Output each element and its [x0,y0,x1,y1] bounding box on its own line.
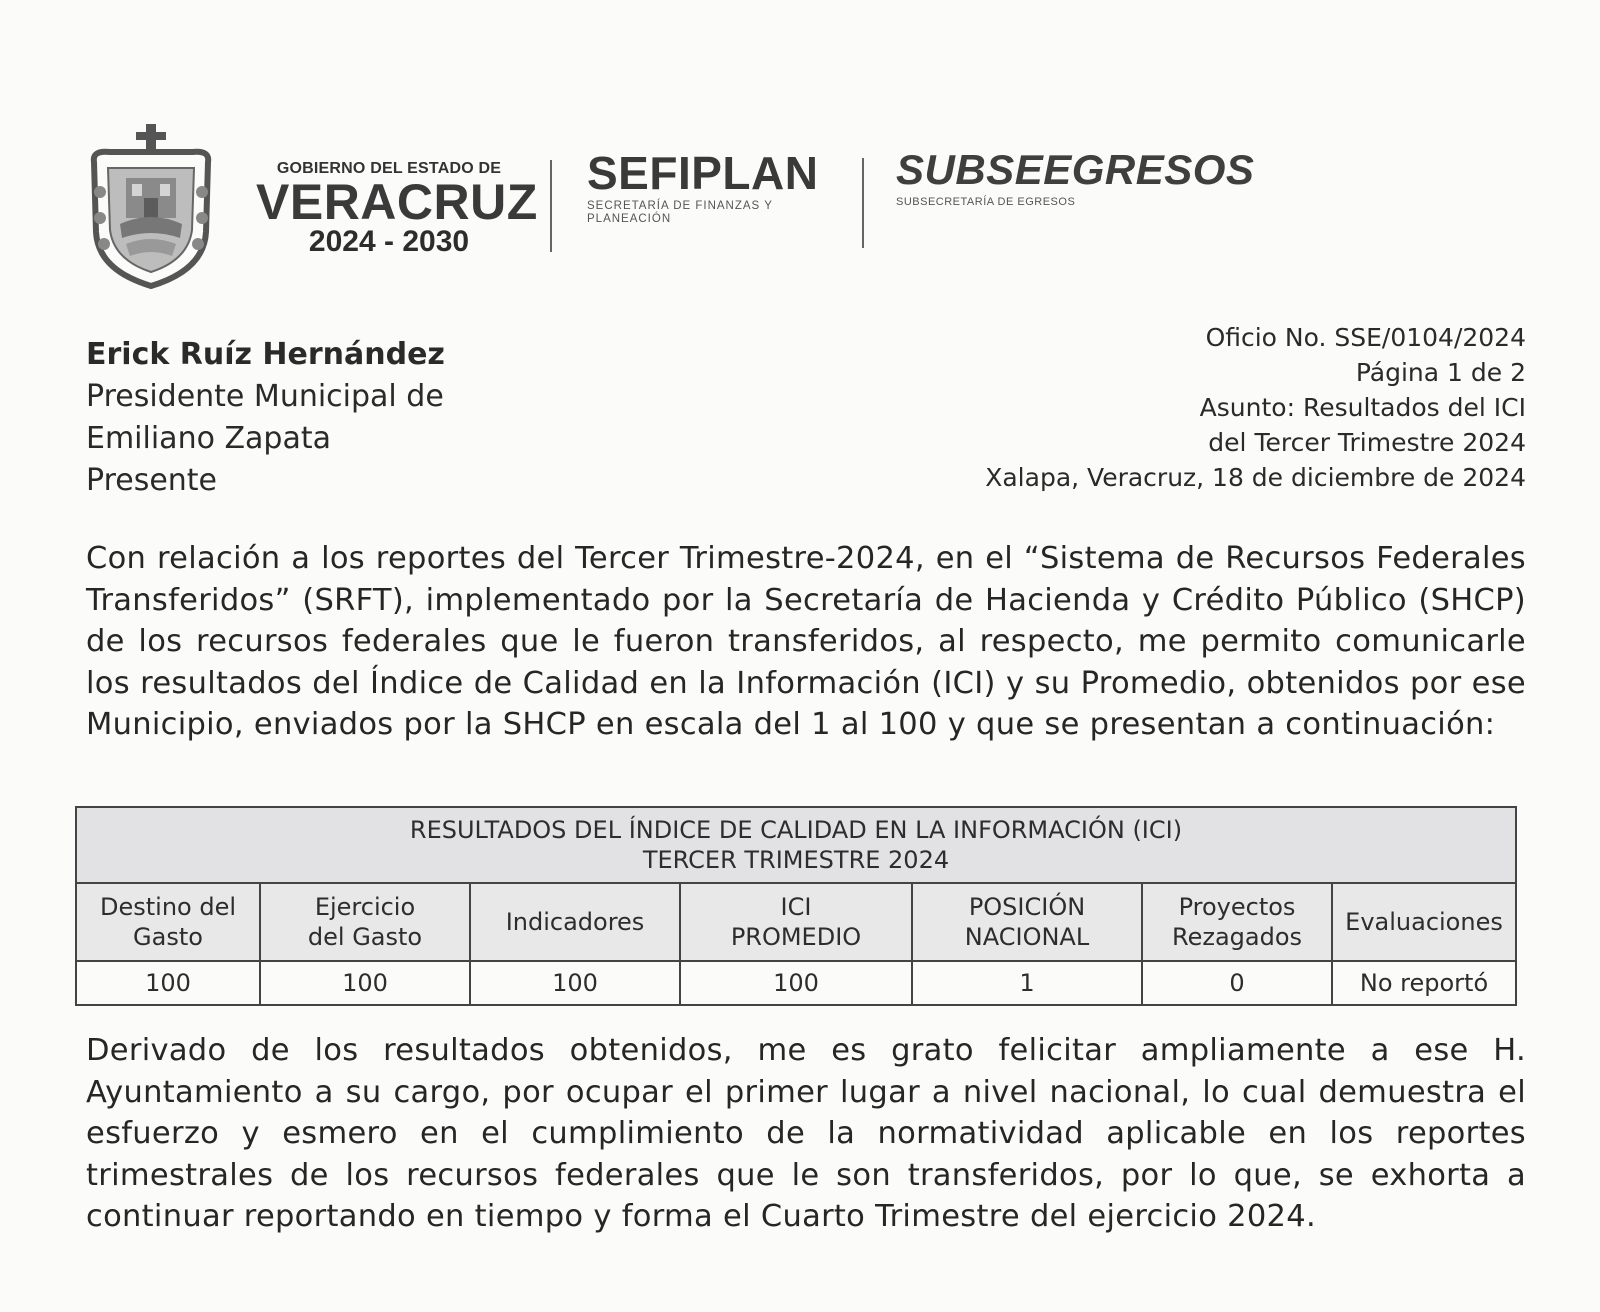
table-title-row [76,807,1516,883]
table-header-cell [1142,883,1332,961]
subseegresos-logo [896,146,1254,208]
header-text: Ejercicio [314,893,416,921]
table-header-cell [470,883,680,961]
header-text: del Gasto [307,923,423,951]
veracruz-coat-of-arms-logo [80,122,222,290]
table-header-cell [912,883,1142,961]
header-divider [862,158,864,248]
sefiplan-subtitle: SECRETARÍA DE FINANZAS Y PLANEACIÓN [587,200,773,225]
oficio-number: Oficio No. SSE/0104/2024 [1205,323,1526,352]
subseegresos-name: SUBSEEGRESOS [896,146,1255,193]
addressee-position-line2: Emiliano Zapata [86,421,331,456]
government-line1: GOBIERNO DEL ESTADO DE [276,160,502,177]
body-paragraph-2: Derivado de los resultados obtenidos, me es grato felicitar ampliamente a ese H. Ayuntamiento a su cargo, por ocupar el primer lugar a nivel nacional, lo cual demuestra el esfuerzo y esmero en el cumplimiento de la normatividad aplicable en los reportes trimestrales de los recursos federales que le son transferidos, por lo que, se exhorta a continuar reportando en tiempo y forma el Cuarto Trimestre del ejercicio 2024. [86,1033,1526,1235]
header-text: PROMEDIO [730,923,862,951]
ici-results-table [75,806,1517,1006]
table-header-cell [1332,883,1516,961]
table-cell: 100 [470,961,680,1005]
table-header-row [76,883,1516,961]
header-text: Evaluaciones [1345,908,1503,936]
reference-block [985,320,1526,495]
header-text: Gasto [133,923,203,951]
government-period: 2024 - 2030 [308,225,470,258]
header-text: POSICIÓN [968,893,1086,921]
table-header-cell [260,883,470,961]
addressee-name: Erick Ruíz Hernández [86,337,445,372]
sefiplan-logo [587,148,818,226]
header-divider [550,160,552,252]
header-text: ICI [780,893,812,921]
table-cell: 100 [76,961,260,1005]
addressee-block [86,334,445,502]
government-logo-text [256,160,538,258]
table-header-cell [680,883,912,961]
subseegresos-subtitle: SUBSECRETARÍA DE EGRESOS [896,196,1076,208]
table-row [76,961,1516,1005]
body-paragraph-1: Con relación a los reportes del Tercer Trimestre-2024, en el “Sistema de Recursos Federales Transferidos” (SRFT), implementado por la Secretaría de Hacienda y Crédito Público (SHCP) de los recursos federales que le fueron transferidos, al respecto, me permito comunicarle los resultados del Índice de Calidad en la Información (ICI) y su Promedio, obtenidos por ese Municipio, enviados por la SHCP en escala del 1 al 100 y que se presentan a continuación: [86,541,1526,743]
table-title [76,807,1516,883]
table-cell: 0 [1142,961,1332,1005]
place-date: Xalapa, Veracruz, 18 de diciembre de 2024 [985,463,1526,492]
table-title-line2: TERCER TRIMESTRE 2024 [642,846,950,874]
table-cell: 1 [912,961,1142,1005]
addressee-position-line1: Presidente Municipal de [86,379,444,414]
page-number: Página 1 de 2 [1355,358,1526,387]
table-cell: 100 [680,961,912,1005]
sefiplan-name: SEFIPLAN [587,147,819,199]
subject-line1: Asunto: Resultados del ICI [1199,393,1526,422]
header-text: Proyectos [1178,893,1296,921]
addressee-greeting: Presente [86,463,218,498]
header-text: Indicadores [505,908,645,936]
table-cell: 100 [260,961,470,1005]
header-text: Rezagados [1171,923,1303,951]
table-title-line1: RESULTADOS DEL ÍNDICE DE CALIDAD EN LA INFORMACIÓN (ICI) [409,816,1183,844]
subject-line2: del Tercer Trimestre 2024 [1208,428,1526,457]
header-text: NACIONAL [964,923,1090,951]
table-header-cell [76,883,260,961]
government-state-name: VERACRUZ [256,174,538,230]
table-cell: No reportó [1332,961,1516,1005]
header-text: Destino del [99,893,237,921]
